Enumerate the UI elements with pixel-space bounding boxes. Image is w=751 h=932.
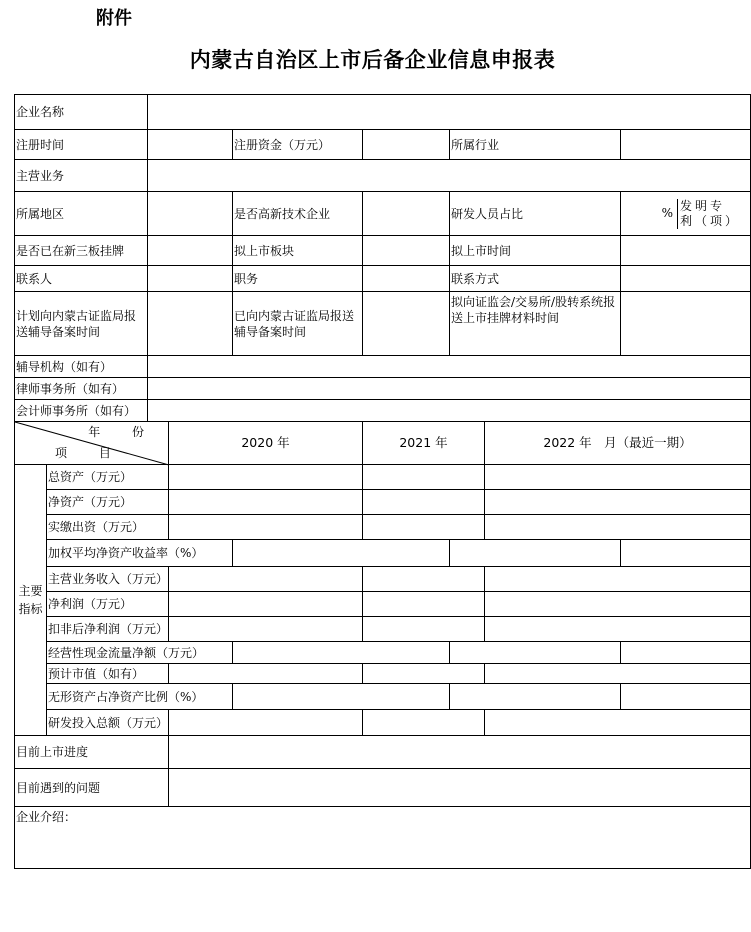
value-2022[interactable] bbox=[485, 465, 751, 490]
value-2020[interactable] bbox=[169, 465, 363, 490]
done-csrc-time-label: 已向内蒙古证监局报送辅导备案时间 bbox=[233, 292, 363, 356]
main-business-field[interactable] bbox=[148, 160, 751, 192]
contact-field[interactable] bbox=[148, 266, 233, 292]
accounting-firm-label: 会计师事务所（如有） bbox=[15, 400, 148, 422]
value-2022[interactable] bbox=[621, 684, 751, 710]
indicator-label: 主营业务收入（万元） bbox=[47, 567, 169, 592]
industry-field[interactable] bbox=[621, 130, 751, 160]
value-2022[interactable] bbox=[485, 567, 751, 592]
planned-time-label: 拟上市时间 bbox=[450, 236, 621, 266]
contact-label: 联系人 bbox=[15, 266, 148, 292]
company-intro-field[interactable] bbox=[15, 807, 751, 869]
value-2021[interactable] bbox=[363, 515, 485, 540]
value-2022[interactable] bbox=[485, 490, 751, 515]
planned-time-field[interactable] bbox=[621, 236, 751, 266]
reg-time-field[interactable] bbox=[148, 130, 233, 160]
main-business-label: 主营业务 bbox=[15, 160, 148, 192]
value-2020[interactable] bbox=[233, 642, 450, 664]
year-2021-header: 2021 年 bbox=[363, 422, 485, 465]
value-2020[interactable] bbox=[169, 592, 363, 617]
value-2022[interactable] bbox=[621, 540, 751, 567]
plan-csrc-time-field[interactable] bbox=[148, 292, 233, 356]
contact-method-label: 联系方式 bbox=[450, 266, 621, 292]
rd-ratio-label: 研发人员占比 bbox=[450, 192, 621, 236]
value-2020[interactable] bbox=[233, 540, 450, 567]
page-title: 内蒙古自治区上市后备企业信息申报表 bbox=[189, 48, 556, 72]
value-2020[interactable] bbox=[169, 567, 363, 592]
problems-field[interactable] bbox=[169, 769, 751, 807]
planned-board-field[interactable] bbox=[363, 236, 450, 266]
year-header-label: 年 份 bbox=[88, 425, 159, 439]
progress-field[interactable] bbox=[169, 736, 751, 769]
value-2020[interactable] bbox=[169, 515, 363, 540]
position-label: 职务 bbox=[233, 266, 363, 292]
indicator-label: 经营性现金流量净额（万元） bbox=[47, 642, 233, 664]
company-name-label: 企业名称 bbox=[15, 95, 148, 130]
indicator-label: 预计市值（如有） bbox=[47, 664, 169, 684]
done-csrc-time-field[interactable] bbox=[363, 292, 450, 356]
indicator-group-label: 主要指标 bbox=[15, 465, 47, 736]
value-2020[interactable] bbox=[233, 684, 450, 710]
indicator-label: 无形资产占净资产比例（%） bbox=[47, 684, 233, 710]
value-2021[interactable] bbox=[450, 684, 621, 710]
value-2020[interactable] bbox=[169, 617, 363, 642]
value-2022[interactable] bbox=[485, 664, 751, 684]
rd-ratio-field[interactable] bbox=[621, 192, 751, 236]
attachment-label: 附件 bbox=[96, 8, 132, 29]
company-name-field[interactable] bbox=[148, 95, 751, 130]
value-2021[interactable] bbox=[450, 642, 621, 664]
exchange-time-field[interactable] bbox=[621, 292, 751, 356]
value-2022[interactable] bbox=[485, 617, 751, 642]
year-2020-header: 2020 年 bbox=[169, 422, 363, 465]
value-2021[interactable] bbox=[363, 664, 485, 684]
value-2021[interactable] bbox=[363, 617, 485, 642]
patents-label: 发明专利（项） bbox=[677, 199, 736, 229]
value-2022[interactable] bbox=[621, 642, 751, 664]
value-2021[interactable] bbox=[363, 592, 485, 617]
indicator-label: 实缴出资（万元） bbox=[47, 515, 169, 540]
reg-capital-label: 注册资金（万元） bbox=[233, 130, 363, 160]
value-2022[interactable] bbox=[485, 515, 751, 540]
indicator-label: 净资产（万元） bbox=[47, 490, 169, 515]
accounting-firm-field[interactable] bbox=[148, 400, 751, 422]
advisor-field[interactable] bbox=[148, 356, 751, 378]
value-2020[interactable] bbox=[169, 490, 363, 515]
plan-csrc-time-label: 计划向内蒙古证监局报送辅导备案时间 bbox=[15, 292, 148, 356]
item-header-label: 项 目 bbox=[55, 446, 125, 460]
application-form bbox=[14, 94, 741, 910]
value-2020[interactable] bbox=[169, 664, 363, 684]
value-2021[interactable] bbox=[363, 490, 485, 515]
percent-sign: % bbox=[661, 206, 674, 220]
value-2021[interactable] bbox=[450, 540, 621, 567]
neeq-listed-field[interactable] bbox=[148, 236, 233, 266]
indicator-label: 加权平均净资产收益率（%） bbox=[47, 540, 233, 567]
indicator-label: 净利润（万元） bbox=[47, 592, 169, 617]
advisor-label: 辅导机构（如有） bbox=[15, 356, 148, 378]
position-field[interactable] bbox=[363, 266, 450, 292]
high-tech-field[interactable] bbox=[363, 192, 450, 236]
reg-capital-field[interactable] bbox=[363, 130, 450, 160]
contact-method-field[interactable] bbox=[621, 266, 751, 292]
high-tech-label: 是否高新技术企业 bbox=[233, 192, 363, 236]
value-2020[interactable] bbox=[169, 710, 363, 736]
exchange-time-label: 拟向证监会/交易所/股转系统报送上市挂牌材料时间 bbox=[450, 292, 621, 356]
value-2021[interactable] bbox=[363, 567, 485, 592]
company-intro-label: 企业介绍： bbox=[16, 810, 77, 824]
value-2022[interactable] bbox=[485, 592, 751, 617]
value-2021[interactable] bbox=[363, 465, 485, 490]
law-firm-field[interactable] bbox=[148, 378, 751, 400]
law-firm-label: 律师事务所（如有） bbox=[15, 378, 148, 400]
indicator-label: 总资产（万元） bbox=[47, 465, 169, 490]
form-table bbox=[14, 94, 751, 869]
year-item-header bbox=[15, 422, 169, 465]
planned-board-label: 拟上市板块 bbox=[233, 236, 363, 266]
indicator-label: 研发投入总额（万元） bbox=[47, 710, 169, 736]
industry-label: 所属行业 bbox=[450, 130, 621, 160]
value-2021[interactable] bbox=[363, 710, 485, 736]
value-2022[interactable] bbox=[485, 710, 751, 736]
indicator-label: 扣非后净利润（万元） bbox=[47, 617, 169, 642]
region-field[interactable] bbox=[148, 192, 233, 236]
progress-label: 目前上市进度 bbox=[15, 736, 169, 769]
reg-time-label: 注册时间 bbox=[15, 130, 148, 160]
neeq-listed-label: 是否已在新三板挂牌 bbox=[15, 236, 148, 266]
problems-label: 目前遇到的问题 bbox=[15, 769, 169, 807]
year-2022-header: 2022 年 月（最近一期） bbox=[485, 422, 751, 465]
region-label: 所属地区 bbox=[15, 192, 148, 236]
